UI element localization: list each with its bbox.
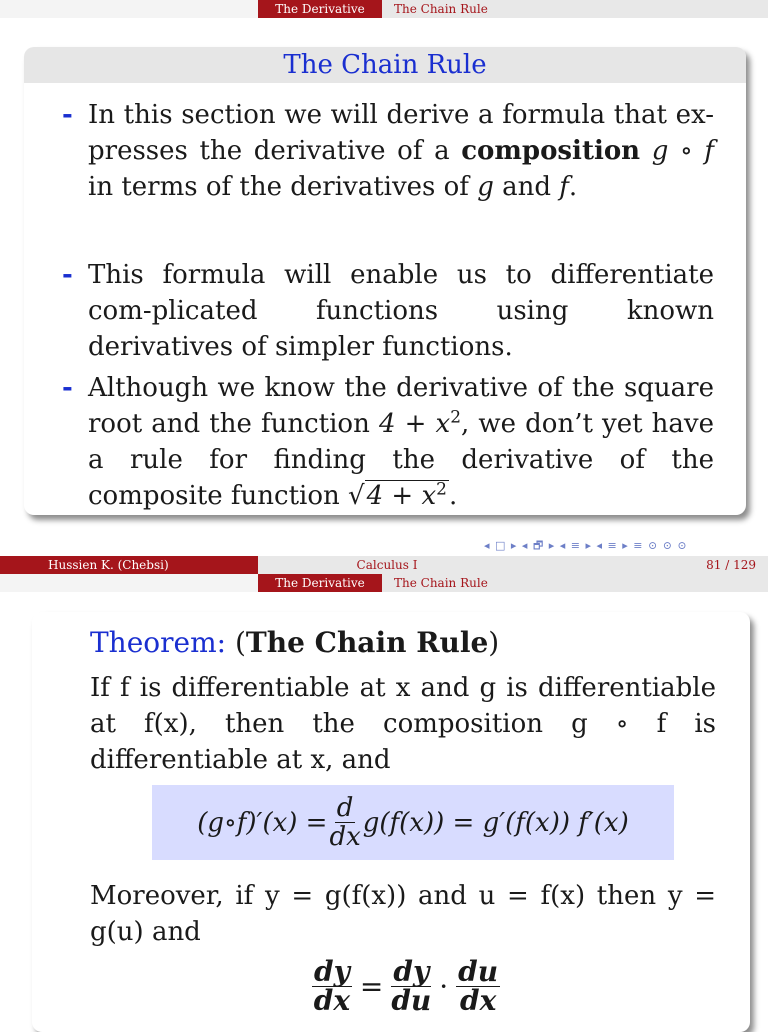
derivative-fraction: $\frac{d}{dx}$ bbox=[329, 793, 361, 852]
bullet-dash-icon: - bbox=[62, 100, 73, 130]
footer-author: Hussien K. (Chebsi) bbox=[0, 556, 258, 574]
header-bar-2 bbox=[0, 574, 768, 592]
header-section[interactable]: The Derivative bbox=[258, 574, 382, 592]
leibniz-statement: Moreover, if y = g(f(x)) and u = f(x) then y = g(u) and bbox=[90, 881, 716, 947]
header-subsection[interactable]: The Chain Rule bbox=[382, 574, 768, 592]
footer-page-number: 81 / 129 bbox=[516, 556, 768, 574]
header-section[interactable]: The Derivative bbox=[258, 0, 382, 18]
list-item: - In this section we will derive a formula that ex-presses the derivative of a composition g ∘ f in terms of the derivatives of g and f. bbox=[24, 97, 746, 205]
footer-course: Calculus I bbox=[258, 556, 516, 574]
sqrt-expression: $4 + x^2$ bbox=[366, 479, 447, 511]
block-title: The Chain Rule bbox=[24, 47, 746, 83]
header-subsection[interactable]: The Chain Rule bbox=[382, 0, 768, 18]
theorem-block bbox=[32, 612, 750, 1032]
list-item: - This formula will enable us to differentiate com-plicated functions using known derivatives of simpler functions. bbox=[24, 257, 746, 365]
chain-rule-equation: (g∘f)′(x) = $\frac{d}{dx}$ g(f(x)) = g′(f(x)) f′(x) bbox=[152, 785, 674, 860]
theorem-heading: Theorem: (The Chain Rule) bbox=[90, 626, 500, 659]
leibniz-equation: $\frac{dy}{dx}$ = $\frac{dy}{du}$ · $\frac{du}{dx}$ bbox=[313, 955, 499, 1017]
bullet-dash-icon: - bbox=[62, 373, 73, 403]
chain-rule-block bbox=[24, 47, 746, 515]
footer-bar bbox=[0, 556, 768, 574]
header-bar bbox=[0, 0, 768, 18]
bullet-dash-icon: - bbox=[62, 260, 73, 290]
theorem-statement: If f is differentiable at x and g is differentiable at f(x), then the composition g ∘ f is differentiable at x, and bbox=[90, 673, 716, 775]
list-item: - Although we know the derivative of the square root and the function $4 + x^2$, we don’t yet have a rule for finding the derivative of the composite function $√4 + x^2$. bbox=[24, 370, 746, 514]
navigation-symbols[interactable]: ◂ □ ▸ ◂ 🗗 ▸ ◂ ≡ ▸ ◂ ≡ ▸ ≡ ⊙ ⊙ ⊙ bbox=[484, 539, 688, 552]
